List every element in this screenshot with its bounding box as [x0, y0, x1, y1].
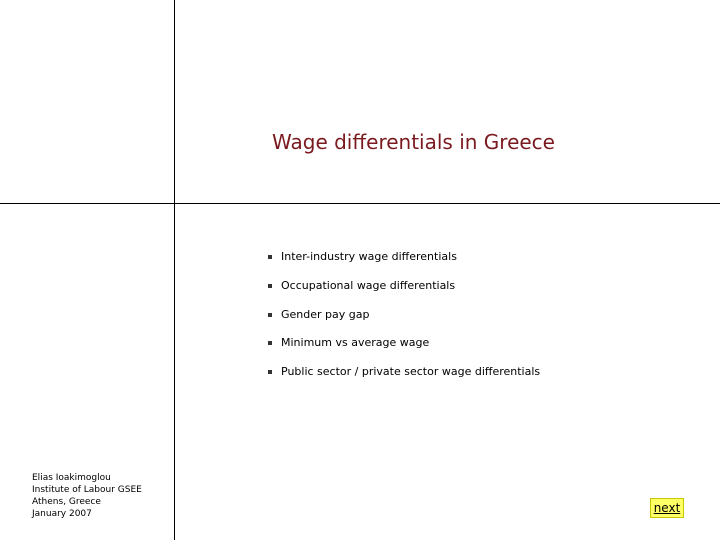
- bullet-icon: [268, 255, 272, 259]
- bullet-text: Gender pay gap: [281, 307, 370, 321]
- author-name: Elias Ioakimoglou: [32, 473, 111, 483]
- bullet-text: Inter-industry wage differentials: [281, 250, 457, 263]
- bullet-icon: [268, 284, 272, 288]
- bullet-icon: [268, 313, 272, 317]
- author-institute: Institute of Labour GSEE: [32, 485, 142, 495]
- slide-title: Wage differentials in Greece: [272, 130, 555, 154]
- bullet-text: Minimum vs average wage: [281, 336, 430, 350]
- author-credit: [32, 472, 142, 520]
- presentation-date: January 2007: [32, 509, 92, 519]
- bullet-icon: [268, 341, 272, 345]
- vertical-divider: [174, 0, 175, 540]
- bullet-text: Occupational wage differentials: [281, 278, 456, 292]
- horizontal-divider: [0, 203, 720, 204]
- next-button[interactable]: next: [650, 498, 684, 518]
- bullet-text: Public sector / private sector wage differentials: [281, 365, 541, 379]
- bullet-icon: [268, 370, 272, 374]
- author-location: Athens, Greece: [32, 497, 101, 507]
